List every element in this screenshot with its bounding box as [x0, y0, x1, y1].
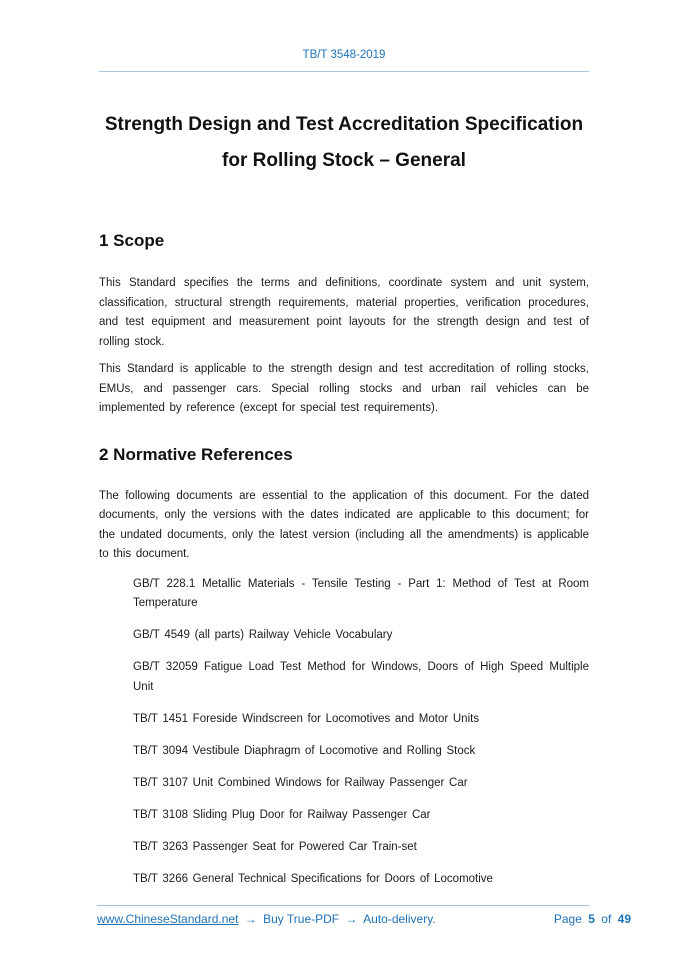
- reference-item: GB/T 32059 Fatigue Load Test Method for Windows, Doors of High Speed Multiple Unit: [133, 661, 589, 693]
- page-label: Page: [553, 912, 582, 926]
- reference-item: TB/T 3263 Passenger Seat for Powered Car Train-set: [133, 840, 417, 853]
- arrow-right-icon: →: [345, 912, 358, 926]
- arrow-right-icon: →: [244, 912, 257, 926]
- title-line-2: for Rolling Stock – General: [222, 150, 466, 171]
- section-heading-scope: 1 Scope: [99, 231, 165, 250]
- footer-left: [97, 912, 439, 927]
- footer-row: [97, 912, 631, 927]
- title-line-1: Strength Design and Test Accreditation Specification: [104, 114, 584, 135]
- page-of-label: of: [601, 912, 612, 926]
- footer-delivery-text: Auto-delivery.: [363, 912, 436, 926]
- footer-buy-text: Buy True-PDF: [263, 912, 340, 926]
- document-title: [99, 107, 589, 179]
- page-current: 5: [588, 912, 595, 926]
- header-standard-code: TB/T 3548-2019: [302, 49, 386, 61]
- reference-item: TB/T 3266 General Technical Specifications for Doors of Locomotive: [133, 872, 493, 885]
- footer-rule: [97, 905, 589, 906]
- normative-intro-paragraph: The following documents are essential to the application of this document. For the dated documents, only the versions with the dates indicated are applicable to this document; for the undated documents, only the latest version (including all the amendments) is applicable to this document.: [99, 489, 589, 560]
- reference-item: TB/T 3094 Vestibule Diaphragm of Locomotive and Rolling Stock: [133, 744, 476, 757]
- document-footer: [0, 905, 693, 927]
- scope-paragraph-1: This Standard specifies the terms and definitions, coordinate system and unit system, classification, structural strength requirements, material properties, verification procedures, and test equipment and measurement point layouts for the strength design and test of rolling stock.: [99, 277, 589, 348]
- page-indicator: [551, 912, 631, 927]
- header-rule: [99, 71, 589, 72]
- reference-item: TB/T 3108 Sliding Plug Door for Railway Passenger Car: [133, 808, 431, 821]
- reference-item: TB/T 1451 Foreside Windscreen for Locomotives and Motor Units: [133, 712, 480, 725]
- section-heading-normative-references: 2 Normative References: [99, 444, 293, 464]
- reference-list: [99, 575, 589, 890]
- reference-item: TB/T 3107 Unit Combined Windows for Railway Passenger Car: [133, 776, 468, 789]
- scope-paragraph-2: This Standard is applicable to the strength design and test accreditation of rolling stocks, EMUs, and passenger cars. Special rolling stocks and urban rail vehicles can be implemented by reference (except for special test requirements).: [99, 363, 589, 414]
- reference-item: GB/T 228.1 Metallic Materials - Tensile Testing - Part 1: Method of Test at Room Temperature: [133, 577, 589, 609]
- page-total: 49: [617, 912, 631, 926]
- footer-site-link[interactable]: www.ChineseStandard.net: [97, 912, 239, 926]
- reference-item: GB/T 4549 (all parts) Railway Vehicle Vocabulary: [133, 629, 393, 641]
